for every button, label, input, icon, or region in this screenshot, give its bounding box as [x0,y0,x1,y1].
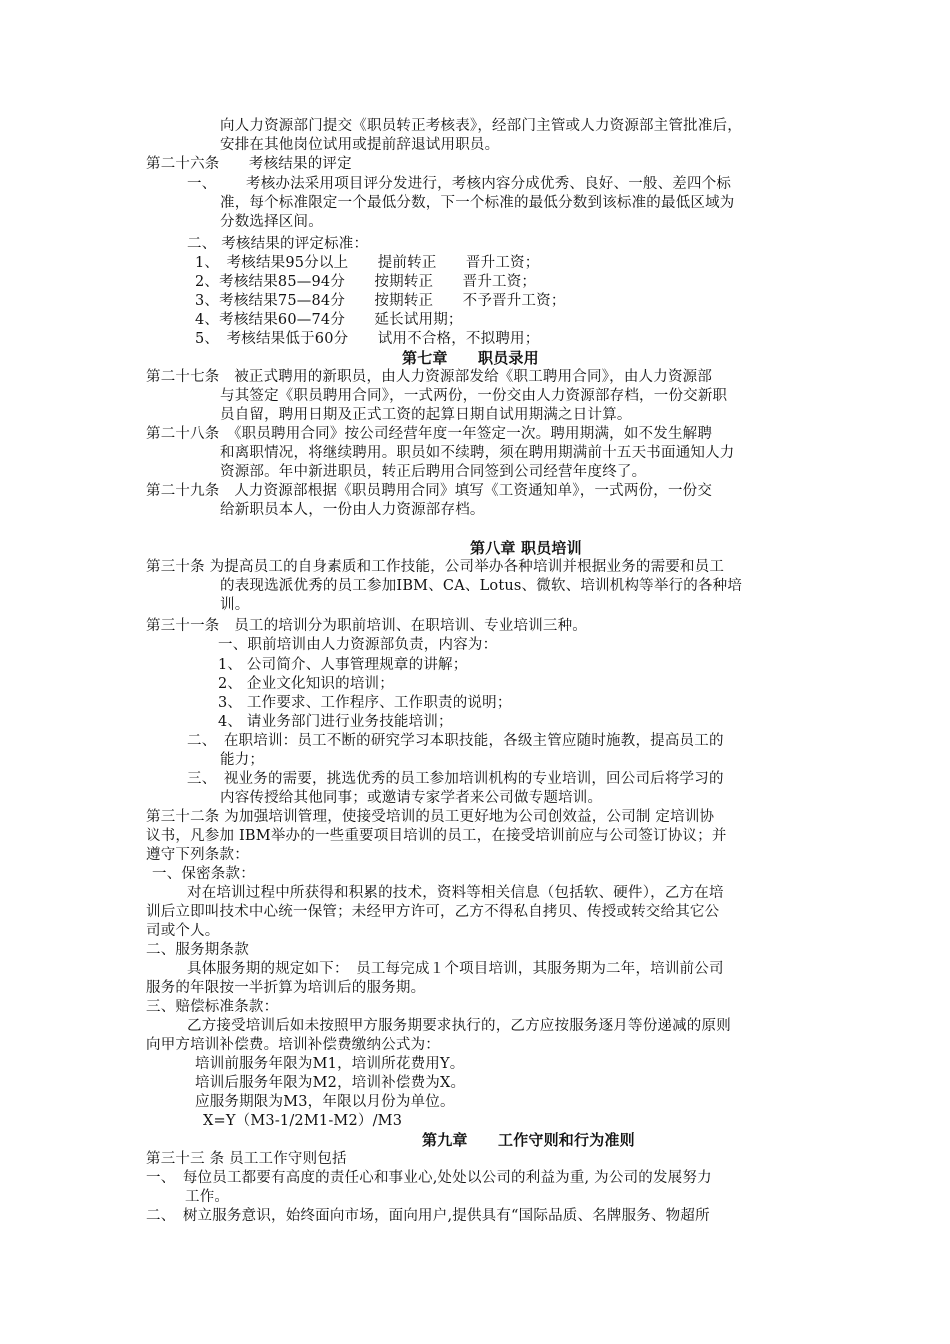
pre-training-item-4: 4、 请业务部门进行业务技能培训； [218,714,453,730]
criteria-item-4: 4、考核结果60—74分 延长试用期； [195,312,463,328]
compensation-formula: X=Y（M3-1/2M1-M2）/M3 [203,1113,403,1129]
article33: 第三十三 条 员工工作守则包括 [146,1151,347,1167]
article26-heading: 第二十六条 考核结果的评定 [146,156,352,172]
on-job-training-line1: 二、 在职培训：员工不断的研究学习本职技能，各级主管应随时施教，提高员工的 [187,733,724,749]
compensation-formula-m3: 应服务期限为M3，年限以月份为单位。 [195,1094,455,1110]
service-period-heading: 二、服务期条款 [146,942,249,958]
rule1-line1: 一、 每位员工都要有高度的责任心和事业心,处处以公司的利益为重, 为公司的发展努力 [146,1170,712,1186]
article31-pre-training: 一、职前培训由人力资源部负责，内容为： [218,637,498,653]
pre-training-item-3: 3、 工作要求、工作程序、工作职责的说明； [218,695,512,711]
article26-tail-line2: 安排在其他岗位试用或提前辞退试用职员。 [220,137,500,153]
pre-training-item-1: 1、 公司简介、人事管理规章的讲解； [218,657,468,673]
on-job-training-line2: 能力； [220,752,265,768]
article29-line2: 给新职员本人，一份由人力资源部存档。 [220,502,485,518]
article26-item2: 二、 考核结果的评定标准： [187,236,369,252]
article26-item1-line1: 考核办法采用项目评分发进行，考核内容分成优秀、良好、一般、差四个标 [246,176,732,192]
confidentiality-line2: 训后立即叫技术中心统一保管；未经甲方许可，乙方不得私自拷贝、传授或转交给其它公 [146,904,720,920]
service-period-line1: 具体服务期的规定如下： 员工每完成１个项目培训，其服务期为二年，培训前公司 [187,961,724,977]
confidentiality-heading: 一、保密条款： [152,866,255,882]
article28-line2: 和离职情况，将继续聘用。职员如不续聘，须在聘用期满前十五天书面通知人力 [220,445,735,461]
professional-training-line1: 三、 视业务的需要，挑选优秀的员工参加培训机构的专业培训，回公司后将学习的 [187,771,724,787]
chapter8-title: 第八章 职员培训 [470,539,582,557]
article32-line1: 第三十二条 为加强培训管理，使接受培训的员工更好地为公司创效益，公司制 定培训协 [146,809,715,825]
criteria-item-5: 5、 考核结果低于60分 试用不合格，不拟聘用； [195,331,540,347]
article31: 第三十一条 员工的培训分为职前培训、在职培训、专业培训三种。 [146,618,587,634]
article32-line3: 遵守下列条款： [146,847,249,863]
rule1-line2: 工作。 [185,1189,230,1205]
article26-item1-line3: 分数选择区间。 [220,214,323,230]
article30-line2: 的表现选派优秀的员工参加IBM、CA、Lotus、微软、培训机构等举行的各种培 [220,578,743,594]
service-period-line2: 服务的年限按一半折算为培训后的服务期。 [146,980,426,996]
chapter7-title: 第七章 职员录用 [402,349,539,367]
compensation-formula-m2: 培训后服务年限为M2，培训补偿费为X。 [195,1075,466,1091]
article27-line2: 与其签定《职员聘用合同》，一式两份，一份交由人力资源部存档，一份交新职 [220,388,728,404]
criteria-item-2: 2、考核结果85—94分 按期转正 晋升工资； [195,274,537,290]
article30-line3: 训。 [220,597,250,613]
compensation-heading: 三、赔偿标准条款： [146,999,279,1015]
confidentiality-line3: 司或个人。 [146,923,220,939]
article26-item1-line2: 准，每个标准限定一个最低分数，下一个标准的最低分数到该标准的最低区域为 [220,195,735,211]
compensation-line1: 乙方接受培训后如未按照甲方服务期要求执行的，乙方应按服务逐月等份递减的原则 [187,1018,731,1034]
pre-training-item-2: 2、 企业文化知识的培训； [218,676,394,692]
article30-line1: 第三十条 为提高员工的自身素质和工作技能，公司举办各种培训并根据业务的需要和员工 [146,559,725,575]
article26-tail-line1: 向人力资源部门提交《职员转正考核表》，经部门主管或人力资源部主管批准后， [220,118,742,134]
professional-training-line2: 内容传授给其他同事；或邀请专家学者来公司做专题培训。 [220,790,603,806]
article26-item1-number: 一、 [187,176,217,192]
compensation-formula-m1: 培训前服务年限为M1，培训所花费用Y。 [195,1056,465,1072]
article28-line1: 第二十八条 《职员聘用合同》按公司经营年度一年签定一次。聘用期满，如不发生解聘 [146,426,713,442]
criteria-item-1: 1、 考核结果95分以上 提前转正 晋升工资； [195,255,540,271]
compensation-line2: 向甲方培训补偿费。培训补偿费缴纳公式为： [146,1037,440,1053]
chapter9-title: 第九章 工作守则和行为准则 [422,1131,635,1149]
article27-line3: 员自留，聘用日期及正式工资的起算日期自试用期满之日计算。 [220,407,632,423]
rule2-line1: 二、 树立服务意识，始终面向市场，面向用户,提供具有“国际品质、名牌服务、物超所 [146,1208,710,1224]
article29-line1: 第二十九条 人力资源部根据《职员聘用合同》填写《工资通知单》，一式两份，一份交 [146,483,713,499]
article27-line1: 第二十七条 被正式聘用的新职员，由人力资源部发给《职工聘用合同》，由人力资源部 [146,369,713,385]
article28-line3: 资源部。年中新进职员，转正后聘用合同签到公司经营年度终了。 [220,464,647,480]
confidentiality-line1: 对在培训过程中所获得和积累的技术，资料等相关信息（包括软、硬件），乙方在培 [187,885,724,901]
article32-line2: 议书，凡参加 IBM举办的一些重要项目培训的员工，在接受培训前应与公司签订协议；并 [146,828,727,844]
criteria-item-3: 3、考核结果75—84分 按期转正 不予晋升工资； [195,293,566,309]
